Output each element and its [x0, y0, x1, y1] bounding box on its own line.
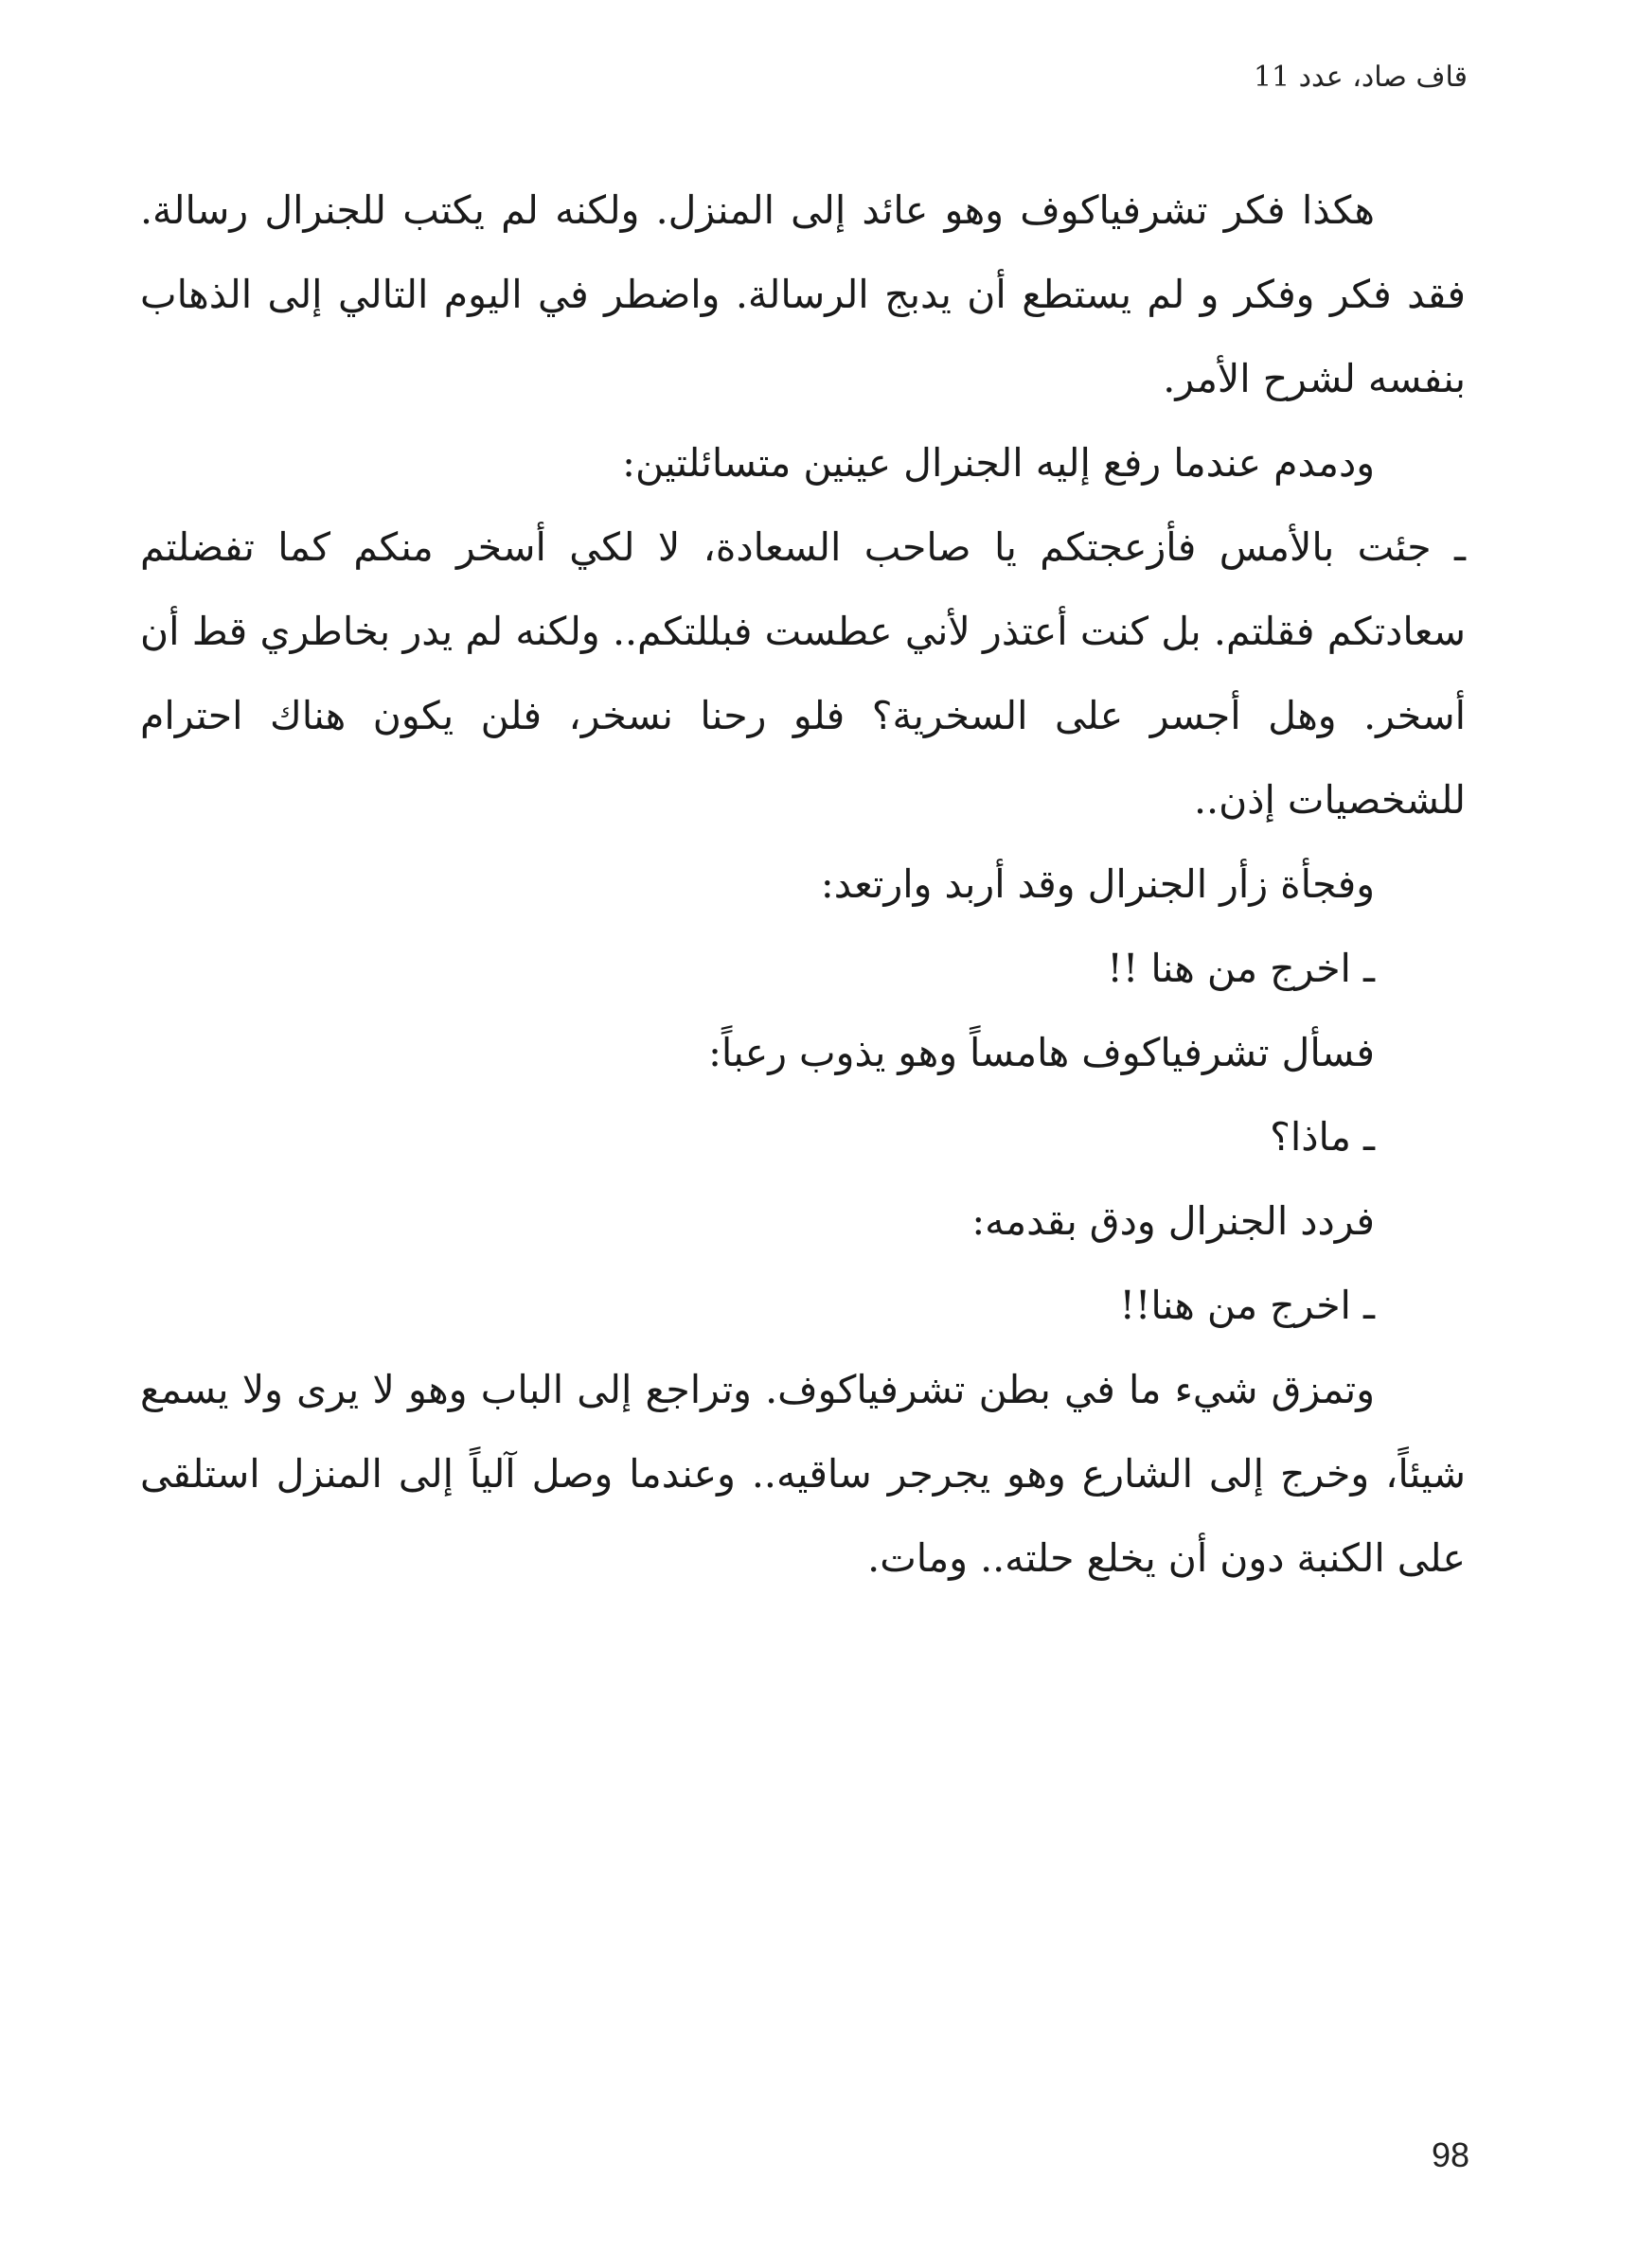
paragraph: ـ جئت بالأمس فأزعجتكم يا صاحب السعادة، لا لكي أسخر منكم كما تفضلتم سعادتكم فقلتم. بل كنت أعتذر لأني عطست فبللتكم.. ولكنه لم يدر بخاطري قط أن أسخر. وهل أجسر على السخرية؟ فلو رحنا نسخر، فلن يكون هناك احترام للشخصيات إذن..: [140, 524, 1466, 823]
body-text: [140, 168, 1466, 1601]
paragraph: فسأل تشرفياكوف هامساً وهو يذوب رعباً:: [708, 1030, 1375, 1075]
running-header: قاف صاد، عدد 11: [1253, 61, 1468, 94]
paragraph: هكذا فكر تشرفياكوف وهو عائد إلى المنزل. ولكنه لم يكتب للجنرال رسالة. فقد فكر وفكر و لم يستطع أن يدبج الرسالة. واضطر في اليوم التالي إلى الذهاب بنفسه لشرح الأمر.: [140, 187, 1466, 401]
paragraph: فردد الجنرال ودق بقدمه:: [971, 1198, 1375, 1244]
dialogue-line: ـ ماذا؟: [1270, 1114, 1375, 1160]
page-number: 98: [1431, 2135, 1469, 2174]
dialogue-line: ـ اخرج من هنا!!: [1119, 1283, 1375, 1328]
dialogue-line: ـ اخرج من هنا !!: [1107, 946, 1375, 991]
paragraph: وتمزق شيء ما في بطن تشرفياكوف. وتراجع إلى الباب وهو لا يرى ولا يسمع شيئاً، وخرج إلى الشارع وهو يجرجر ساقيه.. وعندما وصل آلياً إلى المنزل استلقى على الكنبة دون أن يخلع حلته.. ومات.: [140, 1367, 1466, 1581]
paragraph: ودمدم عندما رفع إليه الجنرال عينين متسائلتين:: [622, 440, 1375, 486]
paragraph: وفجأة زأر الجنرال وقد أربد وارتعد:: [820, 861, 1375, 907]
